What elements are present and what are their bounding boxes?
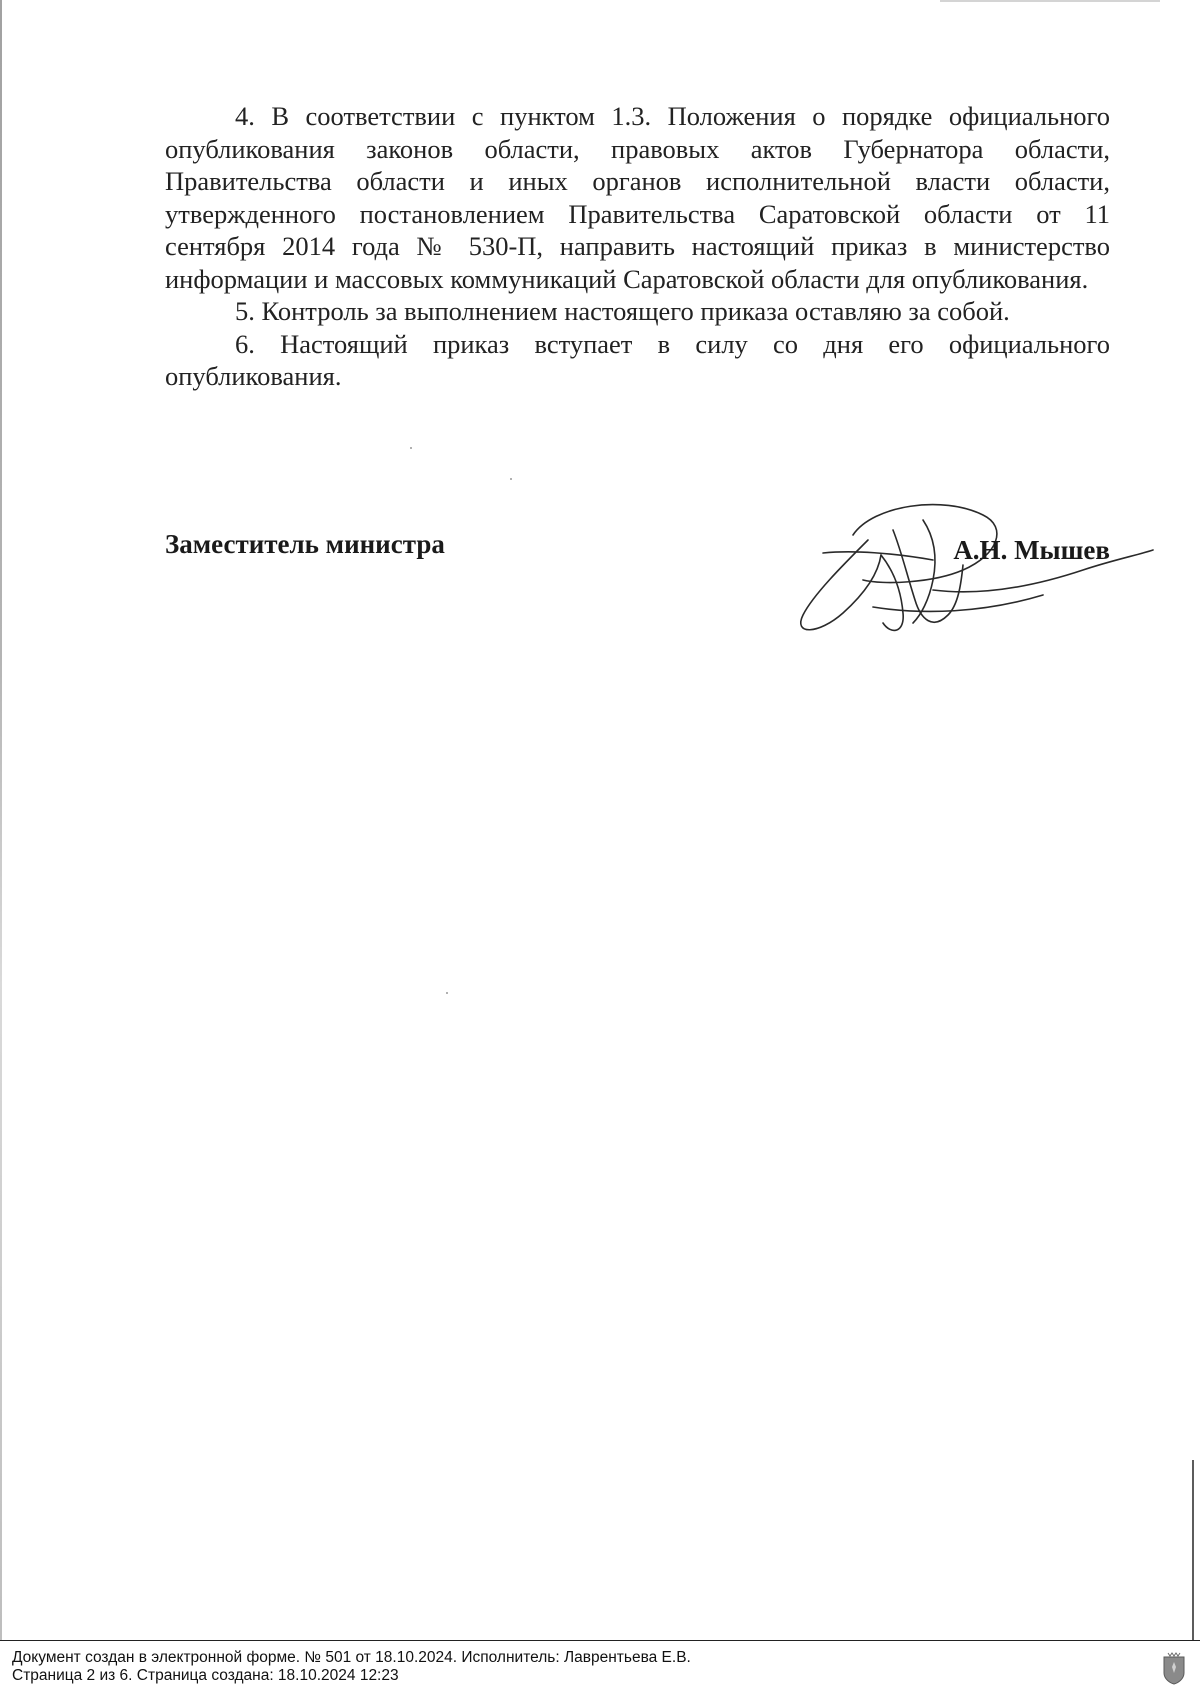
scan-dust (510, 478, 512, 480)
signer-name: А.Н. Мышев (953, 535, 1110, 565)
signer-position: Заместитель министра (165, 529, 445, 559)
coat-of-arms-icon (1162, 1651, 1186, 1685)
signature-block (165, 525, 1110, 635)
footer-line-page-info: Страница 2 из 6. Страница создана: 18.10.2024 12:23 (12, 1667, 399, 1684)
footer-line-document-info: Документ создан в электронной форме. № 501 от 18.10.2024. Исполнитель: Лаврентьева Е.В. (12, 1649, 691, 1666)
paragraph-4: 4. В соответствии с пунктом 1.3. Положения о порядке официального опубликования законов области, правовых актов Губернатора области, Правительства области и иных органов исполнительной власти области, утвержденного постановлением Правительства Саратовской области от 11 сентября 2014 года № 530-П, направить настоящий приказ в министерство информации и массовых коммуникаций Саратовской области для опубликования. (165, 101, 1110, 294)
document-body (165, 100, 1110, 393)
scan-dust (446, 992, 448, 994)
scan-top-mark (940, 0, 1160, 2)
paragraph-5: 5. Контроль за выполнением настоящего приказа оставляю за собой. (235, 296, 1010, 326)
footer-text (12, 1649, 691, 1685)
scan-edge-right (1192, 1460, 1194, 1640)
document-footer (0, 1640, 1200, 1699)
scan-edge-left (0, 0, 2, 1640)
handwritten-signature (783, 495, 1163, 645)
paragraph-6: 6. Настоящий приказ вступает в силу со дня его официального опубликования. (165, 328, 1110, 391)
scan-dust (410, 447, 412, 449)
